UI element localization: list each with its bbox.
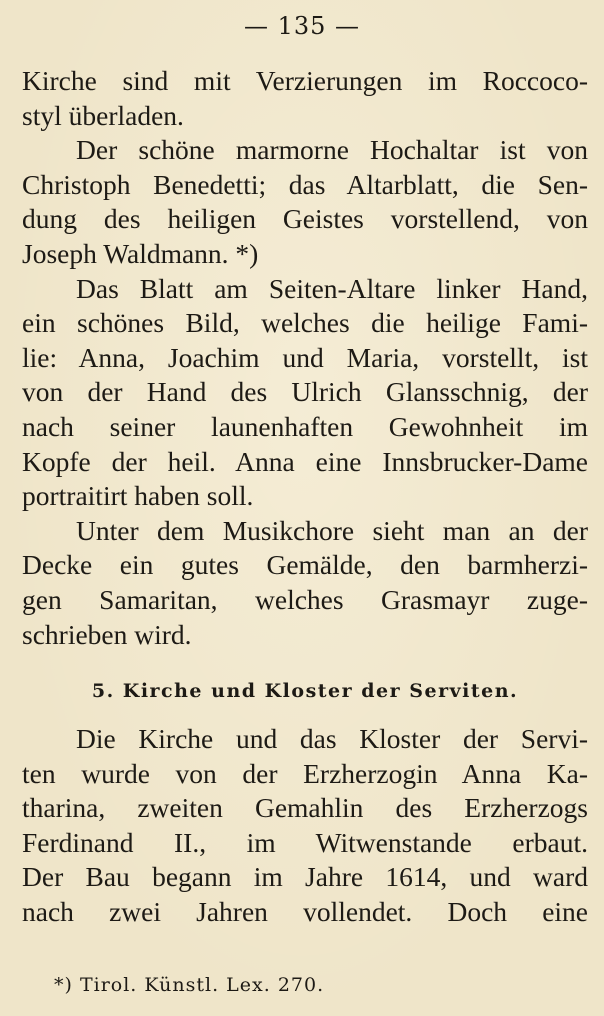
text-line: Ferdinand II., im Witwenstande erbaut. (22, 826, 588, 858)
text-line: Decke ein gutes Gemälde, den barmherzi- (22, 549, 588, 581)
text-line: Kirche sind mit Verzierungen im Roccoco- (22, 65, 588, 96)
text-line: Der Bau begann im Jahre 1614, und ward (22, 861, 588, 893)
text-line: tharina, zweiten Gemahlin des Erzherzogs (22, 792, 588, 824)
text-line: ein schönes Bild, welches die heilige Fami- (22, 307, 588, 339)
paragraph-block-2 (22, 722, 588, 930)
text-line: Christoph Benedetti; das Altarblatt, die Sen- (22, 168, 588, 200)
text-line: dung des heiligen Geistes vorstellend, von (22, 203, 588, 235)
text-line: lie: Anna, Joachim und Maria, vorstellt, ist (22, 341, 588, 373)
text-line: Die Kirche und das Kloster der Servi- (76, 723, 588, 754)
text-line: von der Hand des Ulrich Glansschnig, der (22, 376, 588, 408)
text-line: Das Blatt am Seiten-Altare linker Hand, (76, 272, 588, 304)
section-heading: 5. Kirche und Kloster der Serviten. (91, 680, 519, 702)
text-line: Der schöne marmorne Hochaltar ist von (76, 134, 588, 166)
text-line: Joseph Waldmann. *) (22, 237, 259, 269)
text-line: gen Samaritan, welches Grasmayr zuge- (22, 583, 588, 615)
text-line: nach zwei Jahren vollendet. Doch eine (22, 895, 588, 927)
text-line: styl überladen. (22, 99, 184, 131)
page-number: — 135 — (243, 12, 361, 40)
text-line: portraitirt haben soll. (22, 480, 254, 512)
text-line: nach seiner launenhaften Gewohnheit im (22, 410, 588, 442)
text-line: schrieben wird. (22, 618, 192, 650)
text-line: ten wurde von der Erzherzogin Anna Ka- (22, 757, 588, 789)
text-line: Kopfe der heil. Anna eine Innsbrucker-Dame (22, 445, 588, 477)
paragraph-block-1 (22, 64, 588, 652)
footnote: *) Tirol. Künstl. Lex. 270. (54, 974, 325, 996)
text-line: Unter dem Musikchore sieht man an der (76, 514, 588, 546)
